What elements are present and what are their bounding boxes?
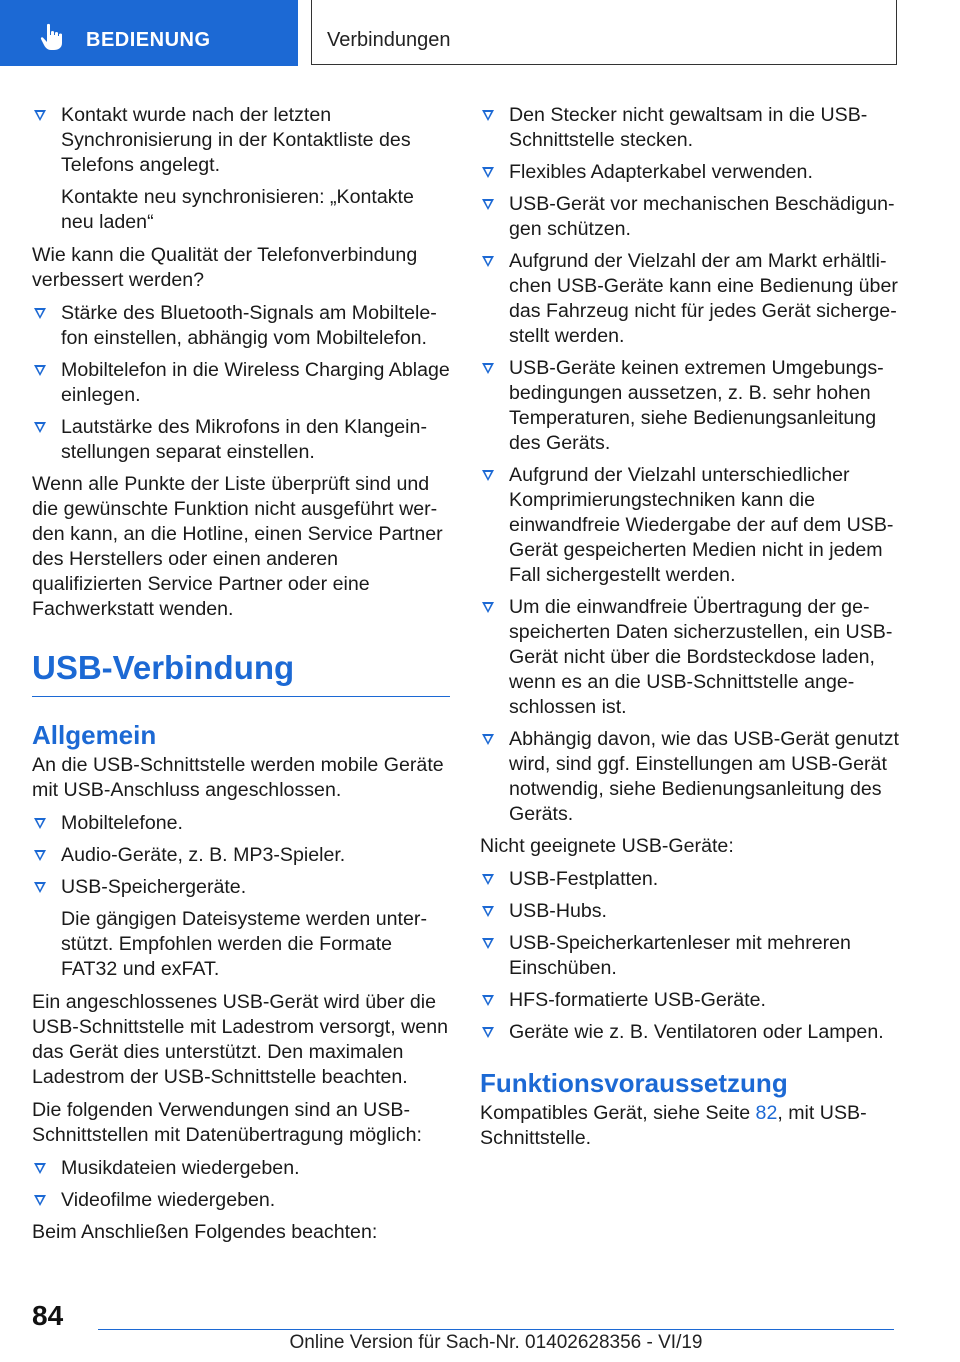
triangle-bullet-icon (34, 422, 46, 433)
list-item-text: Videofilme wiedergeben. (61, 1189, 276, 1211)
paragraph: Die folgenden Verwendungen sind an USB-Schnittstellen mit Datenübertragung möglich: (32, 1099, 422, 1146)
list-item (480, 1020, 900, 1045)
list-item (480, 988, 900, 1013)
list-item-text: Geräte wie z. B. Ventilatoren oder Lampen. (509, 1021, 884, 1043)
list-item-text: Flexibles Adapterkabel verwenden. (509, 161, 813, 183)
list-item-text: Lautstärke des Mikrofons in den Klangeinstellungen separat einstellen. (61, 416, 427, 463)
list-item (480, 463, 900, 588)
list-item (480, 356, 900, 456)
triangle-bullet-icon (482, 995, 494, 1006)
list-item-text: Abhängig davon, wie das USB-Gerät genutzt wird, sind ggf. Einstellungen am USB-Gerät notwendig, siehe Bedienungsanleitung des Geräts. (509, 728, 899, 825)
paragraph: Ein angeschlossenes USB-Gerät wird über die USB-Schnittstelle mit Ladestrom versorgt, wenn das Gerät dies unterstützt. Den maximalen Ladestrom der USB-Schnittstelle beachten. (32, 991, 448, 1088)
section-heading: USB-Verbindung (32, 648, 450, 697)
triangle-bullet-icon (482, 110, 494, 121)
triangle-bullet-icon (482, 906, 494, 917)
left-column (32, 103, 450, 1253)
triangle-bullet-icon (34, 882, 46, 893)
chapter-tab (311, 0, 897, 65)
list-item (480, 595, 900, 720)
list-item (32, 103, 450, 178)
paragraph-text: Kompatibles Gerät, siehe Seite (480, 1102, 756, 1124)
paragraph: Beim Anschließen Folgendes beachten: (32, 1221, 378, 1243)
triangle-bullet-icon (482, 874, 494, 885)
triangle-bullet-icon (34, 1195, 46, 1206)
sub-paragraph: Die gängigen Dateisysteme werden unterstützt. Empfohlen werden die Formate FAT32 und exFAT. (61, 908, 427, 980)
paragraph: Wie kann die Qualität der Telefonverbindung verbessert werden? (32, 244, 418, 291)
triangle-bullet-icon (34, 818, 46, 829)
chapter-label: Verbindungen (327, 29, 451, 51)
list-item (32, 1188, 450, 1213)
paragraph: An die USB-Schnittstelle werden mobile Geräte mit USB-Anschluss angeschlossen. (32, 754, 444, 801)
list-item-text: Kontakt wurde nach der letzten Synchronisierung in der Kontaktliste des Telefons angelegt. (61, 104, 411, 176)
triangle-bullet-icon (34, 850, 46, 861)
triangle-bullet-icon (482, 602, 494, 613)
page-number: 84 (32, 1300, 64, 1331)
list-item (32, 875, 450, 900)
list-item-text: USB-Speicherkartenleser mit mehreren Einschüben. (509, 932, 851, 979)
triangle-bullet-icon (34, 110, 46, 121)
list-item-text: USB-Geräte keinen extremen Umgebungsbedingungen aussetzen, z. B. sehr hohen Temperaturen, siehe Bedienungsanleitung des Geräts. (509, 357, 884, 454)
list-item (480, 249, 900, 349)
list-item (480, 931, 900, 981)
triangle-bullet-icon (482, 938, 494, 949)
list-item-text: Mobiltelefone. (61, 812, 183, 834)
subsection-heading: Funktionsvoraussetzung (480, 1068, 788, 1098)
list-item (32, 301, 450, 351)
list-item-text: Stärke des Bluetooth-Signals am Mobiltelefon einstellen, abhängig vom Mobiltelefon. (61, 302, 437, 349)
triangle-bullet-icon (482, 363, 494, 374)
list-item-text: USB-Gerät vor mechanischen Beschädigungen schützen. (509, 193, 895, 240)
list-item (32, 415, 450, 465)
right-column (480, 103, 900, 1159)
list-item (32, 843, 450, 868)
triangle-bullet-icon (482, 470, 494, 481)
triangle-bullet-icon (482, 734, 494, 745)
list-item-text: USB-Festplatten. (509, 868, 659, 890)
paragraph (480, 1101, 900, 1151)
triangle-bullet-icon (482, 1027, 494, 1038)
list-item-text: Aufgrund der Vielzahl unterschiedlicher Komprimierungstechniken kann die einwandfreie Wiedergabe der auf dem USB-Gerät gespeicherten Medien nicht in jedem Fall sichergestellt werden. (509, 464, 894, 586)
list-item-text: Um die einwandfreie Übertragung der gespeicherten Daten sicherzustellen, ein USB-Gerät nicht über die Bordsteckdose laden, wenn es an die USB-Schnittstelle angeschlossen ist. (509, 596, 893, 718)
sub-paragraph: Kontakte neu synchronisieren: „Kontakte neu laden“ (61, 186, 414, 233)
list-item-text: Aufgrund der Vielzahl der am Markt erhältlichen USB-Geräte kann eine Bedienung über das Fahrzeug nicht für jedes Gerät sichergestellt werden. (509, 250, 898, 347)
section-tab (0, 0, 298, 66)
list-item-text: HFS-formatierte USB-Geräte. (509, 989, 766, 1011)
list-item (32, 811, 450, 836)
triangle-bullet-icon (34, 1163, 46, 1174)
paragraph-text: , mit USB-Schnittstelle. (480, 1102, 867, 1149)
paragraph: Wenn alle Punkte der Liste überprüft sind und die gewünschte Funktion nicht ausgeführt werden kann, an die Hotline, einen Service Partner des Herstellers oder einen anderen qualifizierten Service Partner oder eine Fachwerkstatt wenden. (32, 473, 443, 620)
list-item-text: Musikdateien wiedergeben. (61, 1157, 300, 1179)
section-label: BEDIENUNG (86, 29, 211, 51)
list-item (480, 727, 900, 827)
list-item (32, 1156, 450, 1181)
paragraph: Nicht geeignete USB-Geräte: (480, 835, 734, 857)
triangle-bullet-icon (482, 167, 494, 178)
list-item (480, 103, 900, 153)
hand-touch-icon (38, 22, 68, 52)
list-item (480, 899, 900, 924)
list-item-text: USB-Hubs. (509, 900, 607, 922)
list-item-text: Audio-Geräte, z. B. MP3-Spieler. (61, 844, 346, 866)
online-version-note: Online Version für Sach-Nr. 01402628356 - VI/19 (289, 1332, 703, 1353)
list-item (32, 358, 450, 408)
footer-divider (98, 1329, 894, 1330)
list-item (480, 192, 900, 242)
triangle-bullet-icon (482, 199, 494, 210)
list-item-text: USB-Speichergeräte. (61, 876, 247, 898)
list-item-text: Den Stecker nicht gewaltsam in die USB-Schnittstelle stecken. (509, 104, 868, 151)
page-link[interactable]: 82 (755, 1102, 778, 1124)
subsection-heading: Allgemein (32, 720, 157, 750)
triangle-bullet-icon (34, 308, 46, 319)
list-item (480, 160, 900, 185)
list-item (480, 867, 900, 892)
triangle-bullet-icon (34, 365, 46, 376)
list-item-text: Mobiltelefon in die Wireless Charging Ablage einlegen. (61, 359, 450, 406)
triangle-bullet-icon (482, 256, 494, 267)
